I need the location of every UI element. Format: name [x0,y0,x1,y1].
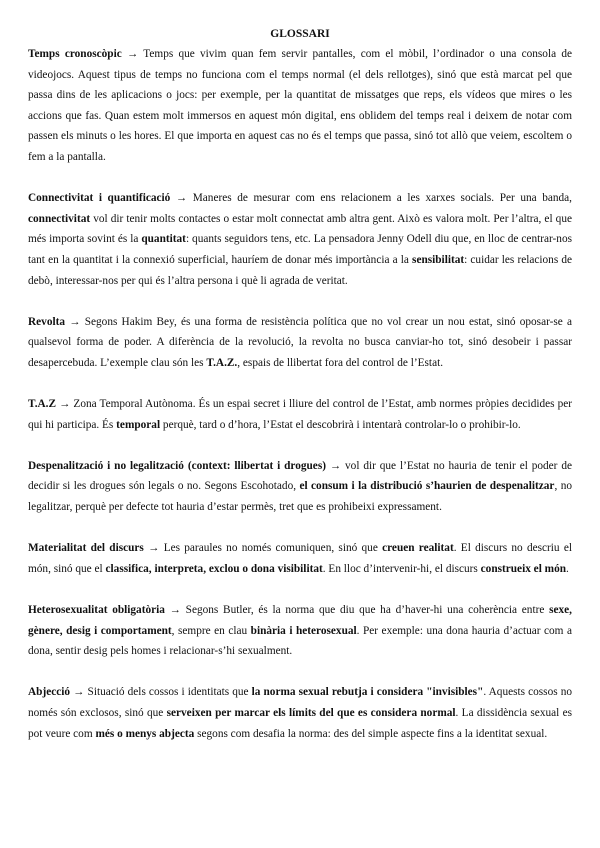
emphasis-text: temporal [116,418,161,431]
definition-text: : quants seguidors tens, etc. La pensadora Jenny Odell diu que, en lloc de centrar-nos tant en la quantitat i la connexió superficial, hauríem de donar més importància a la [28,233,572,266]
arrow-icon: → [325,459,346,472]
emphasis-text: construeix el món [480,562,567,575]
arrow-icon: → [56,398,74,411]
definition-text: vol dir que l’Estat no hauria de tenir el poder de decidir si les drogues són legals o no. Segons Escohotado, [28,459,572,493]
arrow-icon: → [65,315,85,328]
definition-text: , sempre en clau [171,624,251,637]
glossary-term: Temps cronoscòpic [28,48,122,60]
emphasis-text: serveixen per marcar els límits del que es considera normal [166,707,456,719]
definition-text: Segons Hakim Bey, és una forma de resistència política que no vol crear un nou estat, sinó oposar-se a qualsevol forma de poder. A diferència de la revolució, la revolta no busca canviar-ho tot, sinó desobeir i passar desapercebuda. L’exemple clau són les [28,315,572,369]
arrow-icon: → [143,542,164,555]
glossary-term: Despenalització i no legalització (context: llibertat i drogues) [28,459,326,472]
definition-text: Zona Temporal Autònoma. És un espai secret i lliure del control de l’Estat, amb normes pròpies decidides per qui hi participa. És [28,398,572,431]
definition-text: Situació dels cossos i identitats que [87,686,252,699]
definition-text: Maneres de mesurar com ens relacionem a les xarxes socials. Per una banda, [192,192,572,205]
emphasis-text: sensibilitat [412,253,465,266]
definition-text: vol dir tenir molts contactes o estar molt connectat amb altra gent. Això es valora molt. Per l’altra, el que més importa sovint és la [28,212,572,246]
emphasis-text: connectivitat [28,212,91,225]
glossary-entry [28,394,572,435]
glossary-entry [28,538,572,579]
glossary-term: Materialitat del discurs [28,542,144,555]
glossary-term: Heterosexualitat obligatòria [28,604,165,617]
emphasis-text: binària i heterosexual [250,624,357,637]
definition-text: . Per exemple: una dona hauria d’actuar com a dona, sentir desig pels homes i relacionar-s’hi sexualment. [28,624,572,658]
emphasis-text: classifica, interpreta, exclou o dona visibilitat [105,562,323,575]
glossary-entry [28,600,572,662]
arrow-icon: → [70,686,88,699]
emphasis-text: la norma sexual rebutja i considera "invisibles" [251,686,484,699]
glossary-entry [28,456,572,518]
emphasis-text: creuen realitat [382,542,454,555]
definition-text: . La dissidència sexual es pot veure com [28,707,572,740]
definition-text: . El discurs no descriu el món, sinó que el [28,542,572,575]
definition-text: , no legalitzar, perquè per defecte tot hauria d’estar permès, tret que es prohibeixi expressament. [28,480,572,514]
definition-text: Temps que vivim quan fem servir pantalles, com el mòbil, l’ordinador o una consola de videojocs. Aquest tipus de temps no funciona com el temps normal (el dels rellotges), sinó que està marcat pel que passa dins de les aplicacions o jocs: per exemple, per la quantitat de missatges que reps, els vídeos que mires o les accions que fas. Quan estem molt immersos en aquest món digital, ens oblidem del temps real i deixem de notar com passen els minuts o les hores. El que importa en aquest cas no és el temps que passa, sinó tot allò que veiem, escoltem o fem a la pantalla. [28,48,572,163]
glossary-entry [28,682,572,744]
glossary-entry [28,312,572,374]
glossary-term: Abjecció [28,686,71,699]
definition-text: : cuidar les relacions de debò, interessar-nos per qui és l’altra persona i què li agrada de veritat. [28,253,572,287]
definition-text: Les paraules no només comuniquen, sinó que [163,542,383,555]
definition-text: . Aquests cossos no només són exclosos, sinó que [28,686,573,719]
page-title: GLOSSARI [270,28,330,40]
emphasis-text: quantitat [141,233,186,246]
emphasis-text: T.A.Z. [206,356,238,369]
arrow-icon: → [170,192,193,205]
glossary-entry [28,44,572,168]
emphasis-text: el consum i la distribució s’haurien de despenalitzar [299,480,555,493]
definition-text: perquè, tard o d’hora, l’Estat el descobrirà i intentarà controlar-lo o prohibir-lo. [160,418,521,431]
glossary-term: T.A.Z [28,398,57,411]
definition-text: . [566,562,569,575]
definition-text: . En lloc d’intervenir-hi, el discurs [322,562,481,575]
glossary-term: Connectivitat i quantificació [28,192,171,205]
definition-text: Segons Butler, és la norma que diu que ha d’haver-hi una coherència entre [185,604,550,617]
emphasis-text: més o menys abjecta [95,727,195,740]
emphasis-text: sexe, gènere, desig i comportament [28,604,572,637]
glossary-term: Revolta [28,315,66,328]
definition-text: segons com desafia la norma: des del simple aspecte fins a la identitat sexual. [194,727,548,740]
definition-text: , espais de llibertat fora del control de l’Estat. [237,356,444,369]
arrow-icon: → [121,48,144,60]
glossary-entry [28,188,572,291]
arrow-icon: → [164,604,186,617]
